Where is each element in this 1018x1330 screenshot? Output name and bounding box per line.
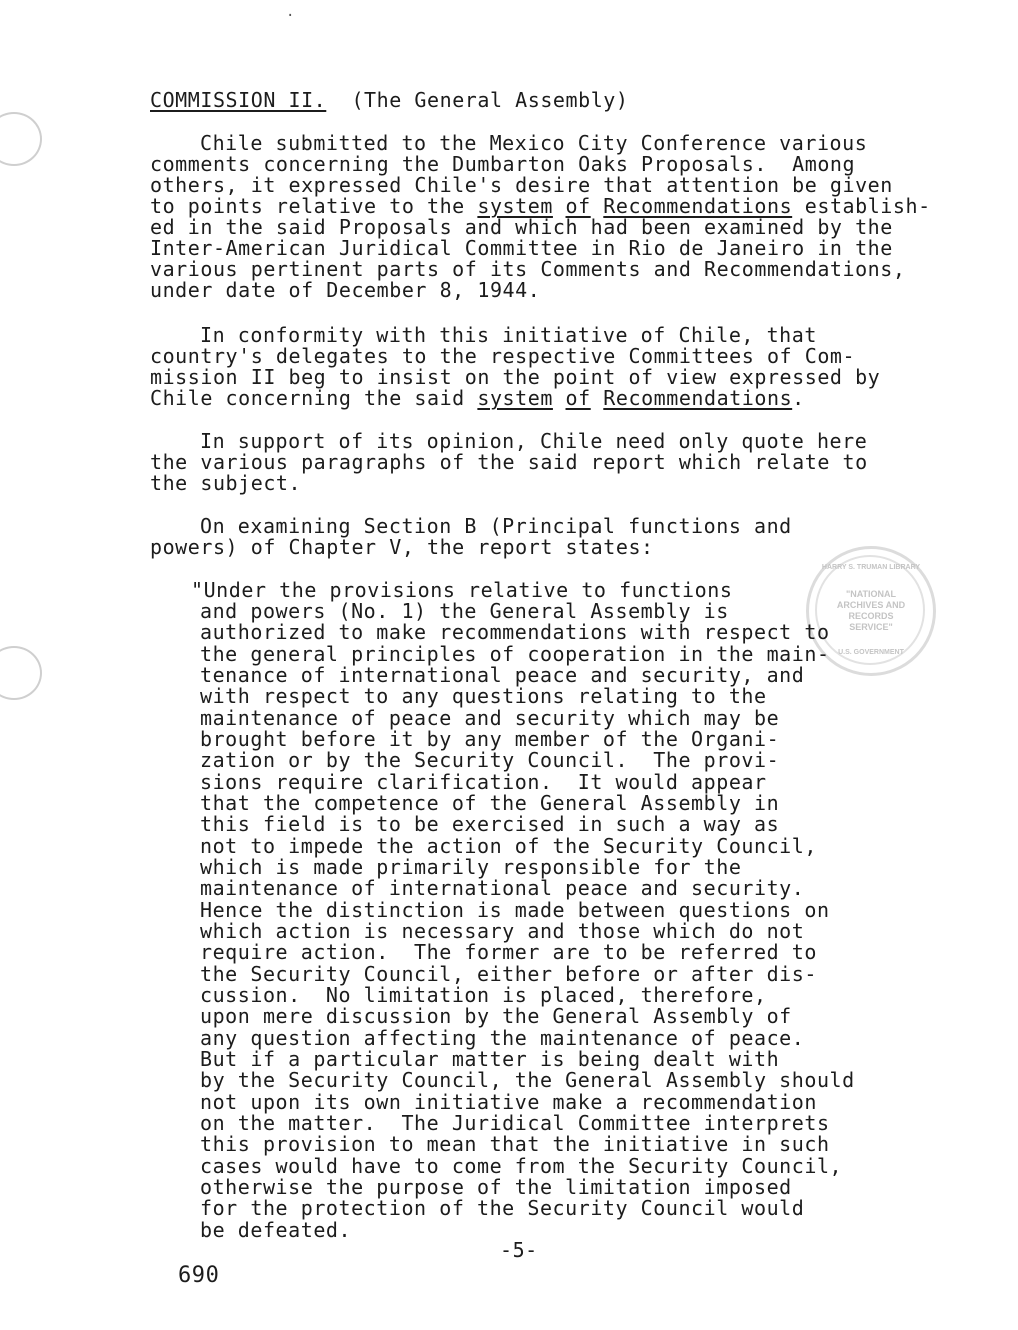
- quote-line-18: require action. The former are to be referred to: [200, 940, 817, 964]
- document-number: 690: [178, 1263, 220, 1288]
- quote-line-20: cussion. No limitation is placed, therefore,: [200, 983, 767, 1007]
- p2-line-4-end: .: [792, 386, 805, 410]
- underlined-term: Recommendations: [603, 194, 793, 218]
- quote-line-24: by the Security Council, the General Assembly should: [200, 1068, 855, 1092]
- quote-line-5: tenance of international peace and security, and: [200, 663, 805, 687]
- space: [553, 386, 566, 410]
- p1-line-8: under date of December 8, 1944.: [150, 278, 541, 302]
- p2-line-2: country's delegates to the respective Committees of Com-: [150, 344, 856, 368]
- quote-line-16: Hence the distinction is made between questions on: [200, 898, 830, 922]
- p1-line-4-end: establish-: [792, 194, 931, 218]
- quote-line-11: that the competence of the General Assembly in: [200, 791, 780, 815]
- p3-line-2: the various paragraphs of the said report which relate to: [150, 450, 868, 474]
- p1-line-7: various pertinent parts of its Comments and Recommendations,: [150, 257, 906, 281]
- quote-line-17: which action is necessary and those which do not: [200, 919, 805, 943]
- quote-line-9: zation or by the Security Council. The provi-: [200, 748, 780, 772]
- heading-subtitle: (The General Assembly): [351, 88, 629, 112]
- quote-line-13: not to impede the action of the Security Council,: [200, 834, 817, 858]
- underlined-term: Recommendations: [603, 386, 793, 410]
- p2-line-1: In conformity with this initiative of Chile, that: [200, 323, 817, 347]
- quote-line-8: brought before it by any member of the Organi-: [200, 727, 780, 751]
- quote-line-28: cases would have to come from the Security Council,: [200, 1154, 843, 1178]
- p3-line-1: In support of its opinion, Chile need only quote here: [200, 429, 868, 453]
- stamp-line-4: SERVICE": [849, 622, 893, 632]
- section-heading: [150, 90, 628, 111]
- quote-line-12: this field is to be exercised in such a way as: [200, 812, 780, 836]
- quote-line-3: authorized to make recommendations with respect to: [200, 620, 830, 644]
- stamp-line-2: ARCHIVES AND: [836, 600, 906, 610]
- underlined-term: system: [477, 194, 553, 218]
- punch-hole-top: [0, 112, 42, 166]
- stray-mark: ·: [286, 8, 295, 24]
- p1-line-2: comments concerning the Dumbarton Oaks Proposals. Among: [150, 152, 856, 176]
- quote-line-21: upon mere discussion by the General Assembly of: [200, 1004, 792, 1028]
- p1-line-5: ed in the said Proposals and which had been examined by the: [150, 215, 893, 239]
- quote-line-14: which is made primarily responsible for the: [200, 855, 742, 879]
- p2-line-4: [150, 388, 805, 409]
- quote-line-1: "Under the provisions relative to functions: [191, 578, 733, 602]
- p2-line-4-text: Chile concerning the said: [150, 386, 478, 410]
- p2-line-3: mission II beg to insist on the point of view expressed by: [150, 365, 881, 389]
- quote-line-22: any question affecting the maintenance of peace.: [200, 1026, 805, 1050]
- quote-line-29: otherwise the purpose of the limitation imposed: [200, 1175, 792, 1199]
- p1-line-1: Chile submitted to the Mexico City Conference various: [200, 131, 868, 155]
- underlined-term: of: [565, 194, 591, 218]
- stamp-line-3: RECORDS: [848, 611, 894, 621]
- stamp-arc-top: HARRY S. TRUMAN LIBRARY: [821, 564, 921, 571]
- p1-line-6: Inter-American Juridical Committee in Rio de Janeiro in the: [150, 236, 893, 260]
- quote-line-7: maintenance of peace and security which may be: [200, 706, 780, 730]
- stamp-line-1: "NATIONAL: [845, 589, 897, 599]
- underlined-term: of: [565, 386, 591, 410]
- heading-title: COMMISSION II.: [150, 88, 327, 112]
- quote-line-25: not upon its own initiative make a recommendation: [200, 1090, 817, 1114]
- quote-line-31: be defeated.: [200, 1218, 352, 1242]
- stamp-arc-bottom: U.S. GOVERNMENT: [838, 649, 904, 656]
- p1-line-4-text: to points relative to the: [150, 194, 478, 218]
- p3-line-3: the subject.: [150, 471, 302, 495]
- quote-line-23: But if a particular matter is being dealt with: [200, 1047, 780, 1071]
- quote-line-6: with respect to any questions relating to the: [200, 684, 767, 708]
- quote-line-27: this provision to mean that the initiative in such: [200, 1132, 830, 1156]
- quote-line-26: on the matter. The Juridical Committee interprets: [200, 1111, 830, 1135]
- quote-line-19: the Security Council, either before or after dis-: [200, 962, 817, 986]
- punch-hole-middle: [0, 646, 42, 700]
- space: [591, 386, 604, 410]
- p4-line-2: powers) of Chapter V, the report states:: [150, 535, 654, 559]
- p4-line-1: On examining Section B (Principal functions and: [200, 514, 792, 538]
- quote-line-30: for the protection of the Security Council would: [200, 1196, 805, 1220]
- underlined-term: system: [477, 386, 553, 410]
- p1-line-3: others, it expressed Chile's desire that attention be given: [150, 173, 893, 197]
- quote-line-15: maintenance of international peace and security.: [200, 876, 805, 900]
- quote-line-2: and powers (No. 1) the General Assembly is: [200, 599, 729, 623]
- quote-line-4: the general principles of cooperation in the main-: [200, 642, 830, 666]
- page-number: -5-: [500, 1238, 538, 1262]
- quote-line-10: sions require clarification. It would appear: [200, 770, 767, 794]
